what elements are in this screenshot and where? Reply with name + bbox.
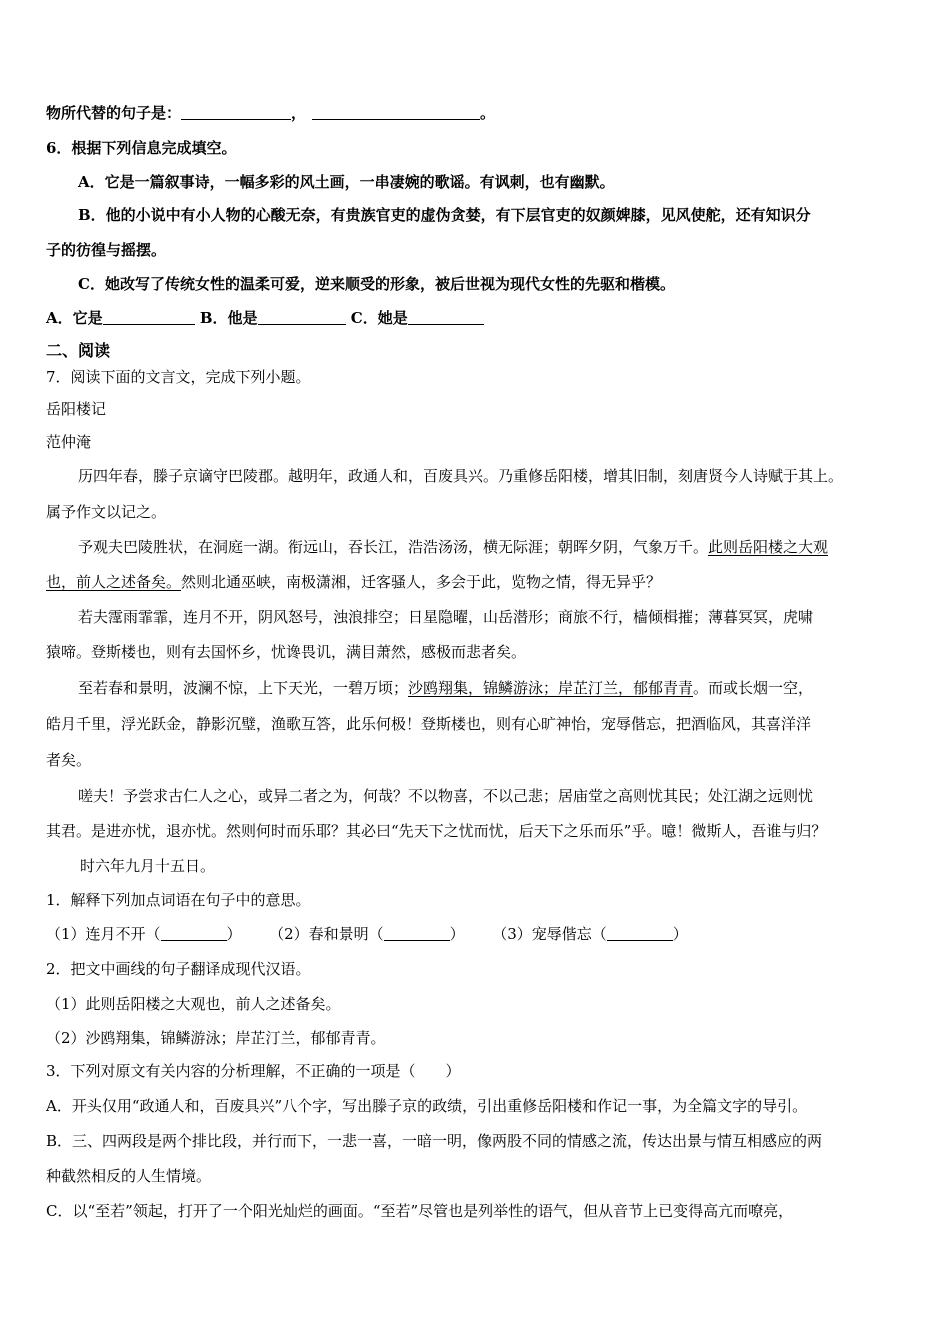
paragraph-5-line1: 嗟夫！予尝求古仁人之心，或异二者之为，何哉？不以物喜，不以己悲；居庙堂之高则忧其民；处江湖之远则忧 <box>78 787 814 805</box>
paragraph-2-line2 <box>46 572 661 592</box>
subquestion-2-item-1: （1）此则岳阳楼之大观也，前人之述备矣。 <box>46 995 341 1013</box>
article-date: 时六年九月十五日。 <box>80 857 216 875</box>
paren: ） <box>672 925 688 943</box>
underlined-sentence: 沙鸥翔集，锦鳞游泳；岸芷汀兰，郁郁青青 <box>408 679 694 697</box>
subquestion-3-title: 3．下列对原文有关内容的分析理解，不正确的一项是（ ） <box>46 1062 461 1080</box>
q6-fill-a-label: A．它是 <box>46 309 103 327</box>
subquestion-2-title: 2．把文中画线的句子翻译成现代汉语。 <box>46 960 311 978</box>
option-b-line2: 种截然相反的人生情境。 <box>46 1167 212 1185</box>
paragraph-1-line1: 历四年春，滕子京谪守巴陵郡。越明年，政通人和，百废具兴。乃重修岳阳楼，增其旧制，刻唐贤今人诗赋于其上。 <box>78 467 844 485</box>
q6-info-a: A．它是一篇叙事诗，一幅多彩的风土画，一串凄婉的歌谣。有讽刺，也有幽默。 <box>78 173 615 191</box>
paragraph-4-line3: 者矣。 <box>46 751 92 769</box>
answer-blank[interactable] <box>181 104 291 120</box>
blank-label: （3）宠辱偕忘（ <box>492 925 607 943</box>
option-a: A．开头仅用“政通人和，百废具兴”八个字，写出滕子京的政绩，引出重修岳阳楼和作记一事，为全篇文字的导引。 <box>46 1097 808 1115</box>
subquestion-1-blanks <box>46 924 688 944</box>
paragraph-2-line1 <box>78 537 828 557</box>
underlined-sentence: 也，前人之述备矣。 <box>46 573 182 591</box>
paragraph-3-line2: 猿啼。登斯楼也，则有去国怀乡，忧谗畏讥，满目萧然，感极而悲者矣。 <box>46 643 527 661</box>
paragraph-3-line1: 若夫霪雨霏霏，连月不开，阴风怒号，浊浪排空；日星隐曜，山岳潜形；商旅不行，樯倾楫摧；薄暮冥冥，虎啸 <box>78 608 814 626</box>
answer-blank[interactable] <box>312 104 480 120</box>
q6-fill-c-label: C．她是 <box>350 309 408 327</box>
answer-blank[interactable] <box>161 925 227 941</box>
article-title: 岳阳楼记 <box>46 400 107 418</box>
q6-fill-b-label: B．他是 <box>199 309 258 327</box>
paragraph-1-line2: 属予作文以记之。 <box>46 503 167 521</box>
answer-blank[interactable] <box>607 925 673 941</box>
option-b-line1: B．三、四两段是两个排比段，并行而下，一悲一喜，一暗一明，像两股不同的情感之流，传达出景与情互相感应的两 <box>46 1132 823 1150</box>
answer-blank[interactable] <box>258 309 346 325</box>
answer-blank[interactable] <box>408 309 484 325</box>
q5-sep: ， <box>291 104 307 122</box>
paragraph-text: 。而或长烟一空， <box>693 679 814 697</box>
paragraph-4-line2: 皓月千里，浮光跃金，静影沉璧，渔歌互答，此乐何极！登斯楼也，则有心旷神怡，宠辱偕忘，把酒临风，其喜洋洋 <box>46 715 812 733</box>
option-c-line1: C．以“至若”领起，打开了一个阳光灿烂的画面。“至若”尽管也是列举性的语气，但从音节上已变得高亢而嘹亮， <box>46 1202 794 1220</box>
article-author: 范仲淹 <box>46 433 92 451</box>
q7-intro: 7．阅读下面的文言文，完成下列小题。 <box>46 368 311 386</box>
paren: ） <box>449 925 465 943</box>
paragraph-text: 予观夫巴陵胜状，在洞庭一湖。衔远山，吞长江，浩浩汤汤，横无际涯；朝晖夕阴，气象万千。 <box>78 538 709 556</box>
q5-prefix: 物所代替的句子是： <box>46 104 182 122</box>
q6-fill-line <box>46 308 484 328</box>
subquestion-1-title: 1．解释下列加点词语在句子中的意思。 <box>46 891 311 909</box>
blank-label: （1）连月不开（ <box>46 925 161 943</box>
q5-answer-line <box>46 103 495 123</box>
blank-label: （2）春和景明（ <box>269 925 384 943</box>
paren: ） <box>226 925 242 943</box>
answer-blank[interactable] <box>384 925 450 941</box>
paragraph-4-line1 <box>78 678 813 698</box>
q6-info-b-line1: B．他的小说中有小人物的心酸无奈，有贵族官吏的虚伪贪婪，有下层官吏的奴颜婢膝，见风使舵，还有知识分 <box>78 206 811 224</box>
section-heading-reading: 二、阅读 <box>46 341 111 360</box>
answer-blank[interactable] <box>103 309 195 325</box>
paragraph-5-line2: 其君。是进亦忧，退亦忧。然则何时而乐耶？其必曰“先天下之忧而忧，后天下之乐而乐”乎。噫！微斯人，吾谁与归？ <box>46 822 827 840</box>
paragraph-text: 然则北通巫峡，南极潇湘，迁客骚人，多会于此，览物之情，得无异乎？ <box>181 573 662 591</box>
underlined-sentence: 此则岳阳楼之大观 <box>708 538 829 556</box>
paragraph-text: 至若春和景明，波澜不惊，上下天光，一碧万顷； <box>78 679 409 697</box>
subquestion-2-item-2: （2）沙鸥翔集，锦鳞游泳；岸芷汀兰，郁郁青青。 <box>46 1029 386 1047</box>
q6-title: 6．根据下列信息完成填空。 <box>46 139 237 157</box>
q6-info-b-line2: 子的彷徨与摇摆。 <box>46 241 167 259</box>
q6-info-c: C．她改写了传统女性的温柔可爱，逆来顺受的形象，被后世视为现代女性的先驱和楷模。 <box>78 275 675 293</box>
q5-end: 。 <box>480 104 496 122</box>
